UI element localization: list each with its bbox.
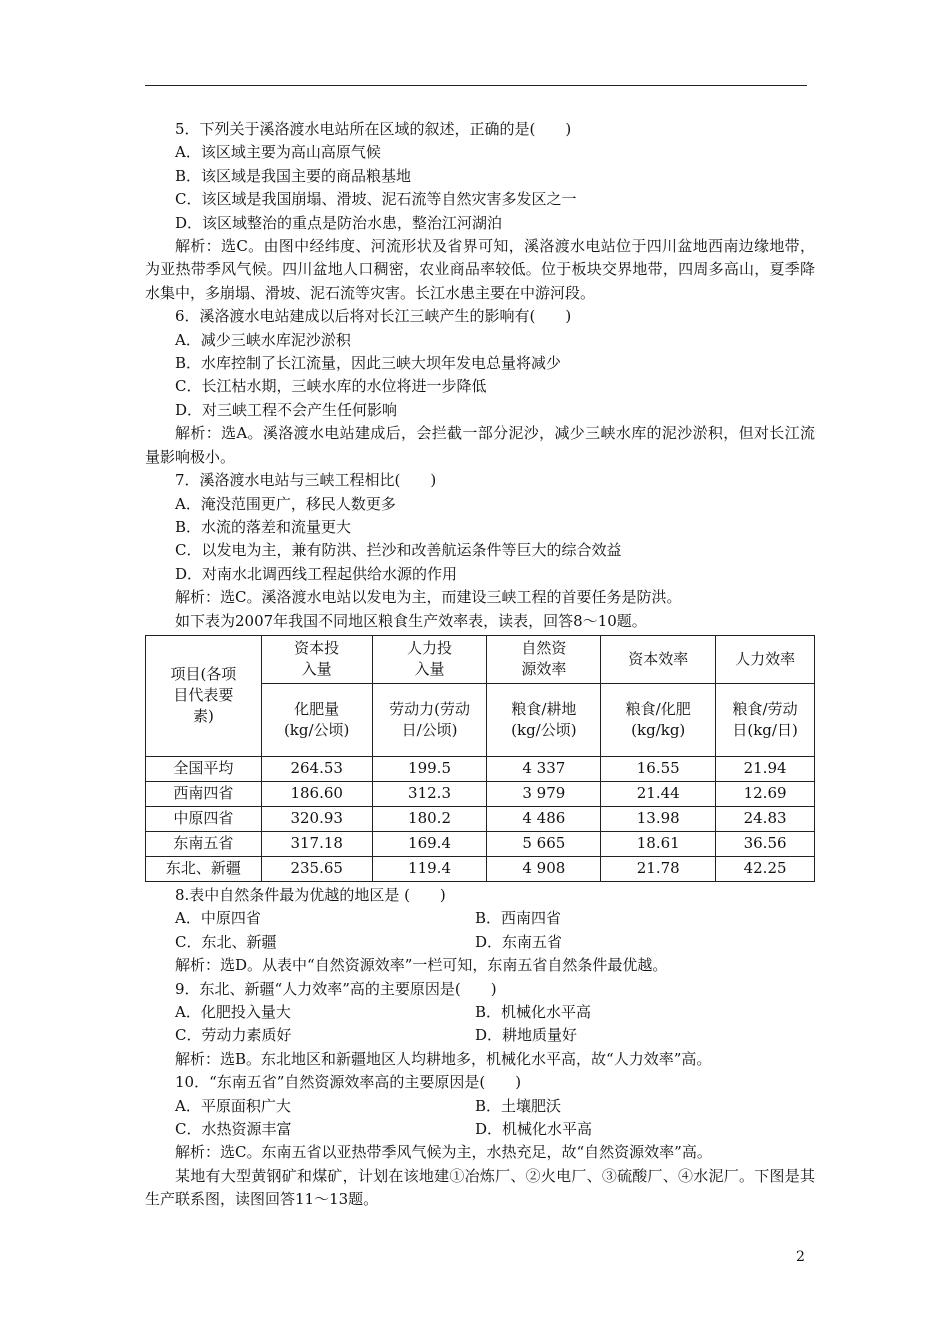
group-header: 资本效率 [601,635,716,683]
sub-header: 粮食/劳动日(kg/日) [716,683,815,756]
question-5-analysis: 解析：选C。由图中经纬度、河流形状及省界可知，溪洛渡水电站位于四川盆地西南边缘地带，为亚热带季风气候。四川盆地人口稠密，农业商品率较低。位于板块交界地带，四周多高山，夏季降水集中，多崩塌、滑坡、泥石流等灾害。长江水患主要在中游河段。 [145,237,815,302]
sub-header: 劳动力(劳动日/公顷) [372,683,487,756]
question-7-option-d: D．对南水北调西线工程起供给水源的作用 [175,564,458,583]
table-cell: 21.78 [601,856,716,881]
table-cell: 13.98 [601,806,716,831]
table-cell: 312.3 [372,781,487,806]
group-header: 自然资源效率 [487,635,601,683]
question-9-options-row-2 [145,1024,815,1047]
table-cell: 199.5 [372,756,487,781]
question-10-option-a: A．平原面积广大 [175,1096,291,1115]
question-8-option-a: A．中原四省 [175,909,261,928]
table-row [146,831,815,856]
question-8-options-row-1 [145,907,815,930]
table-cell: 320.93 [261,806,372,831]
table-cell: 4 486 [487,806,601,831]
document-body [145,118,815,1212]
question-7-analysis: 解析：选C。溪洛渡水电站以发电为主，而建设三峡工程的首要任务是防洪。 [175,588,682,607]
row-label: 全国平均 [146,756,262,781]
closing-paragraph: 某地有大型黄钢矿和煤矿，计划在该地建①冶炼厂、②火电厂、③硫酸厂、④水泥厂。下图是其生产联系图，读图回答11～13题。 [145,1166,815,1209]
table-cell: 42.25 [716,856,815,881]
question-6-option-a: A．减少三峡水库泥沙淤积 [175,330,351,349]
row-label: 东北、新疆 [146,856,262,881]
table-cell: 317.18 [261,831,372,856]
table-cell: 36.56 [716,831,815,856]
question-8-option-c: C．东北、新疆 [175,932,277,951]
row-label: 西南四省 [146,781,262,806]
table-intro: 如下表为2007年我国不同地区粮食生产效率表，读表，回答8～10题。 [175,611,647,630]
sub-header: 化肥量(kg/公顷) [261,683,372,756]
question-10-option-d: D．机械化水平高 [475,1120,593,1138]
question-8-stem: 8.表中自然条件最为优越的地区是 ( ) [175,885,446,904]
question-9-stem: 9．东北、新疆“人力效率”高的主要原因是( ) [175,979,497,998]
page-number: 2 [796,1249,805,1265]
question-8-option-d: D．东南五省 [475,932,563,951]
table-row [146,856,815,881]
table-cell: 4 908 [487,856,601,881]
question-6-stem: 6．溪洛渡水电站建成以后将对长江三峡产生的影响有( ) [175,307,572,326]
table-cell: 4 337 [487,756,601,781]
table-cell: 18.61 [601,831,716,856]
question-9-option-b: B．机械化水平高 [475,1002,592,1021]
item-header-cell: 项目(各项目代表要素) [146,635,262,756]
question-10-option-c: C．水热资源丰富 [175,1120,292,1138]
question-8-options-row-2 [145,931,815,954]
question-9-option-a: A．化肥投入量大 [175,1002,291,1021]
table-cell: 235.65 [261,856,372,881]
question-10-stem: 10．“东南五省”自然资源效率高的主要原因是( ) [175,1073,522,1092]
question-6-option-c: C．长江枯水期，三峡水库的水位将进一步降低 [175,377,487,396]
row-label: 东南五省 [146,831,262,856]
question-8-analysis: 解析：选D。从表中“自然资源效率”一栏可知，东南五省自然条件最优越。 [175,956,668,975]
group-header: 资本投入量 [261,635,372,683]
question-9-analysis: 解析：选B。东北地区和新疆地区人均耕地多，机械化水平高，故“人力效率”高。 [175,1049,712,1068]
table-cell: 16.55 [601,756,716,781]
question-10-options-row-1 [145,1095,815,1118]
question-6-analysis: 解析：选A。溪洛渡水电站建成后，会拦截一部分泥沙，减少三峡水库的泥沙淤积，但对长江流量影响极小。 [145,424,815,466]
table-cell: 21.44 [601,781,716,806]
question-9-options-row-1 [145,1001,815,1024]
question-5-option-a: A．该区域主要为高山高原气候 [175,143,381,162]
question-6-option-b: B．水库控制了长江流量，因此三峡大坝年发电总量将减少 [175,354,562,373]
table-cell: 5 665 [487,831,601,856]
table-cell: 12.69 [716,781,815,806]
grain-efficiency-table [145,635,815,882]
table-cell: 169.4 [372,831,487,856]
question-6-option-d: D．对三峡工程不会产生任何影响 [175,400,398,419]
row-label: 中原四省 [146,806,262,831]
table-cell: 3 979 [487,781,601,806]
question-5-stem: 5．下列关于溪洛渡水电站所在区域的叙述，正确的是( ) [175,120,572,138]
question-10-options-row-2 [145,1118,815,1141]
group-header: 人力投入量 [372,635,487,683]
question-5-option-d: D．该区域整治的重点是防治水患，整治江河湖泊 [175,213,503,232]
table-row [146,806,815,831]
question-7-stem: 7．溪洛渡水电站与三峡工程相比( ) [175,471,437,490]
table-cell: 186.60 [261,781,372,806]
table-cell: 119.4 [372,856,487,881]
question-7-option-c: C．以发电为主，兼有防洪、拦沙和改善航运条件等巨大的综合效益 [175,541,622,560]
table-cell: 180.2 [372,806,487,831]
question-7-option-b: B．水流的落差和流量更大 [175,517,352,536]
table-row [146,756,815,781]
question-10-analysis: 解析：选C。东南五省以亚热带季风气候为主，水热充足，故“自然资源效率”高。 [175,1143,712,1162]
table-cell: 21.94 [716,756,815,781]
question-5-option-c: C．该区域是我国崩塌、滑坡、泥石流等自然灾害多发区之一 [175,190,577,209]
question-5-option-b: B．该区域是我国主要的商品粮基地 [175,166,412,185]
question-7-option-a: A．淹没范围更广，移民人数更多 [175,494,396,513]
sub-header: 粮食/耕地(kg/公顷) [487,683,601,756]
group-header: 人力效率 [716,635,815,683]
question-9-option-c: C．劳动力素质好 [175,1026,292,1045]
question-10-option-b: B．土壤肥沃 [475,1096,562,1115]
table-row [146,781,815,806]
question-8-option-b: B．西南四省 [475,909,562,928]
header-rule [145,85,807,86]
table-cell: 264.53 [261,756,372,781]
sub-header: 粮食/化肥(kg/kg) [601,683,716,756]
question-9-option-d: D．耕地质量好 [475,1026,578,1045]
table-cell: 24.83 [716,806,815,831]
